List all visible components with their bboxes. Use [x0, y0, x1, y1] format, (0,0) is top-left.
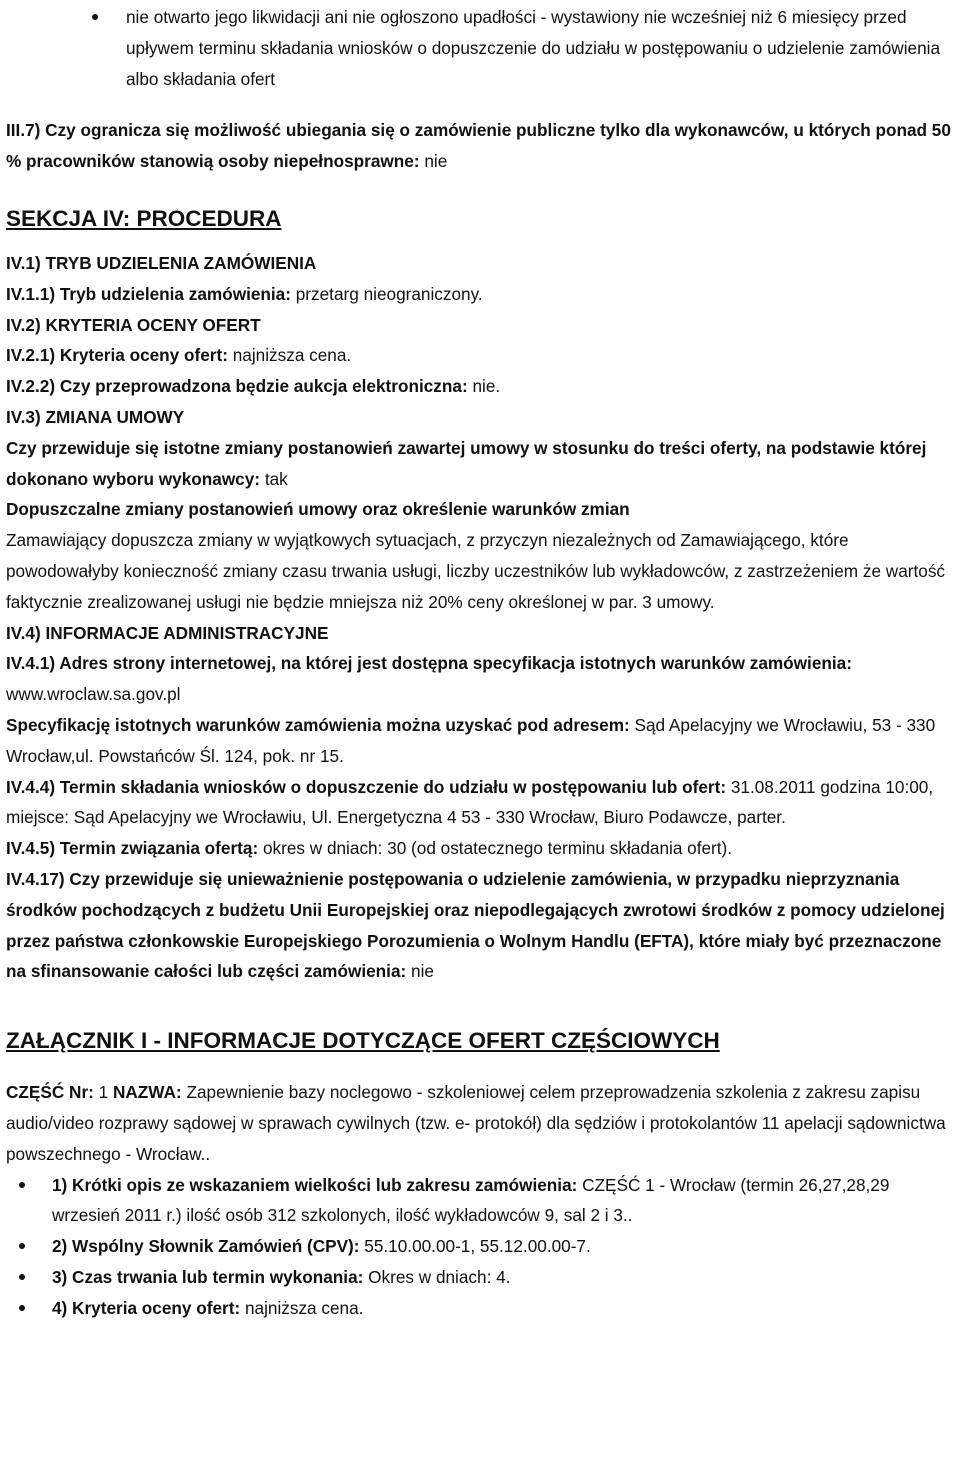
- list-item: [6, 1293, 958, 1324]
- field-iv-4-17: [6, 864, 958, 987]
- section-heading: SEKCJA IV: PROCEDURA: [6, 205, 282, 231]
- field-label: IV.2.2) Czy przeprowadzona będzie aukcja elektroniczna:: [6, 376, 468, 397]
- field-label: III.7) Czy ogranicza się możliwość ubiegania się o zamówienie publiczne tylko dla wykonawców, u których ponad 50 % pracowników stanowią osoby niepełnosprawne:: [6, 120, 951, 172]
- field-iv-2-2: [6, 371, 958, 402]
- field-value: nie.: [472, 376, 501, 397]
- question-iii-7: [6, 115, 958, 177]
- field-value: nie: [424, 151, 448, 172]
- field-label: Czy przewiduje się istotne zmiany postanowień zawartej umowy w stosunku do treści oferty, na podstawie której dokonano wyboru wykonawcy:: [6, 437, 927, 489]
- field-iv-1-1: [6, 279, 958, 310]
- field-label: IV.1.1) Tryb udzielenia zamówienia:: [6, 283, 291, 304]
- field-iv-2-1: [6, 340, 958, 371]
- part-number: 1: [98, 1082, 109, 1103]
- annex-heading: ZAŁĄCZNIK I - INFORMACJE DOTYCZĄCE OFERT CZĘŚCIOWYCH: [6, 1028, 720, 1054]
- item-value: CZĘŚĆ 1 - Wrocław (termin 26,27,28,29 wrzesień 2011 r.) ilość osób 312 szkolonych, ilość wykładowców 9, sal 2 i 3..: [52, 1174, 890, 1226]
- list-item: [6, 1170, 958, 1232]
- changes-heading: Dopuszczalne zmiany postanowień umowy oraz określenie warunków zmian: [6, 499, 630, 520]
- field-siwz: [6, 710, 958, 772]
- item-label: 2) Wspólny Słownik Zamówień (CPV):: [52, 1236, 360, 1257]
- list-item: [6, 1231, 958, 1262]
- field-iv-4-4: [6, 772, 958, 834]
- part-name: Zapewnienie bazy noclegowo - szkoleniowej celem przeprowadzenia szkolenia z zakresu zapisu audio/video rozprawy sądowej w sprawach cywilnych (tzw. e- protokół) dla sędziów i protokolantów 11 apelacji sądownictwa powszechnego - Wrocław..: [6, 1082, 946, 1164]
- field-value: Sąd Apelacyjny we Wrocławiu, 53 - 330 Wrocław,ul. Powstańców Śl. 124, pok. nr 15.: [6, 714, 936, 766]
- item-value: Okres w dniach: 4.: [368, 1266, 511, 1287]
- website-link[interactable]: www.wroclaw.sa.gov.pl: [6, 684, 181, 705]
- field-label: IV.4.1) Adres strony internetowej, na której jest dostępna specyfikacja istotnych warunków zamówienia:: [6, 653, 852, 674]
- field-label: IV.4.17) Czy przewiduje się unieważnienie postępowania o udzielenie zamówienia, w przypadku nieprzyznania środków pochodzących z budżetu Unii Europejskiej oraz niepodlegających zwrotowi środków z pomocy udzielonej przez państwa członkowskie Europejskiego Porozumienia o Wolnym Handlu (EFTA), które miały być przeznaczone na sfinansowanie całości lub części zamówienia:: [6, 868, 945, 982]
- part-description: [6, 1077, 958, 1169]
- subsection-heading: IV.1) TRYB UDZIELENIA ZAMÓWIENIA: [6, 252, 317, 273]
- part-label: CZĘŚĆ Nr:: [6, 1082, 94, 1103]
- item-label: 4) Kryteria oceny ofert:: [52, 1297, 241, 1318]
- field-value: przetarg nieograniczony.: [295, 283, 483, 304]
- subsection-heading: IV.3) ZMIANA UMOWY: [6, 406, 185, 427]
- field-label: Specyfikację istotnych warunków zamówienia można uzyskać pod adresem:: [6, 714, 630, 735]
- field-value: najniższa cena.: [232, 345, 352, 366]
- item-value: 55.10.00.00-1, 55.12.00.00-7.: [364, 1236, 591, 1257]
- field-value: 31.08.2011 godzina 10:00, miejsce: Sąd Apelacyjny we Wrocławiu, Ul. Energetyczna 4 53 - 330 Wrocław, Biuro Podawcze, parter.: [6, 776, 934, 828]
- item-value: najniższa cena.: [244, 1297, 364, 1318]
- item-label: 3) Czas trwania lub termin wykonania:: [52, 1266, 364, 1287]
- part-details-list: [6, 1170, 958, 1324]
- document-page: [6, 0, 958, 1323]
- field-iv-4-1: [6, 648, 958, 710]
- item-label: 1) Krótki opis ze wskazaniem wielkości lub zakresu zamówienia:: [52, 1174, 578, 1195]
- subsection-heading: IV.4) INFORMACJE ADMINISTRACYJNE: [6, 622, 329, 643]
- field-iv-4-5: [6, 833, 958, 864]
- changes-text: Zamawiający dopuszcza zmiany w wyjątkowych sytuacjach, z przyczyn niezależnych od Zamawiającego, które powodowałyby konieczność zmiany czasu trwania usługi, liczby uczestników lub wykładowców, z zastrzeżeniem że wartość faktycznie zrealizowanej usługi nie będzie mniejsza niż 20% ceny określonej w par. 3 umowy.: [6, 530, 946, 612]
- list-item: [6, 1262, 958, 1293]
- field-value: nie: [411, 961, 434, 982]
- field-value: tak: [264, 468, 288, 489]
- field-value: okres w dniach: 30 (od ostatecznego terminu składania ofert).: [262, 838, 733, 859]
- conditions-list: [6, 2, 958, 94]
- field-iv-3-question: [6, 433, 958, 495]
- name-label: NAZWA:: [112, 1082, 182, 1103]
- field-label: IV.4.4) Termin składania wniosków o dopuszczenie do udziału w postępowaniu lub ofert:: [6, 776, 727, 797]
- field-label: IV.2.1) Kryteria oceny ofert:: [6, 345, 228, 366]
- subsection-heading: IV.2) KRYTERIA OCENY OFERT: [6, 314, 261, 335]
- field-label: IV.4.5) Termin związania ofertą:: [6, 838, 259, 859]
- list-item: nie otwarto jego likwidacji ani nie ogłoszono upadłości - wystawiony nie wcześniej niż 6 miesięcy przed upływem terminu składania wniosków o dopuszczenie do udziału w postępowaniu o udzielenie zamówienia albo składania ofert: [6, 2, 958, 94]
